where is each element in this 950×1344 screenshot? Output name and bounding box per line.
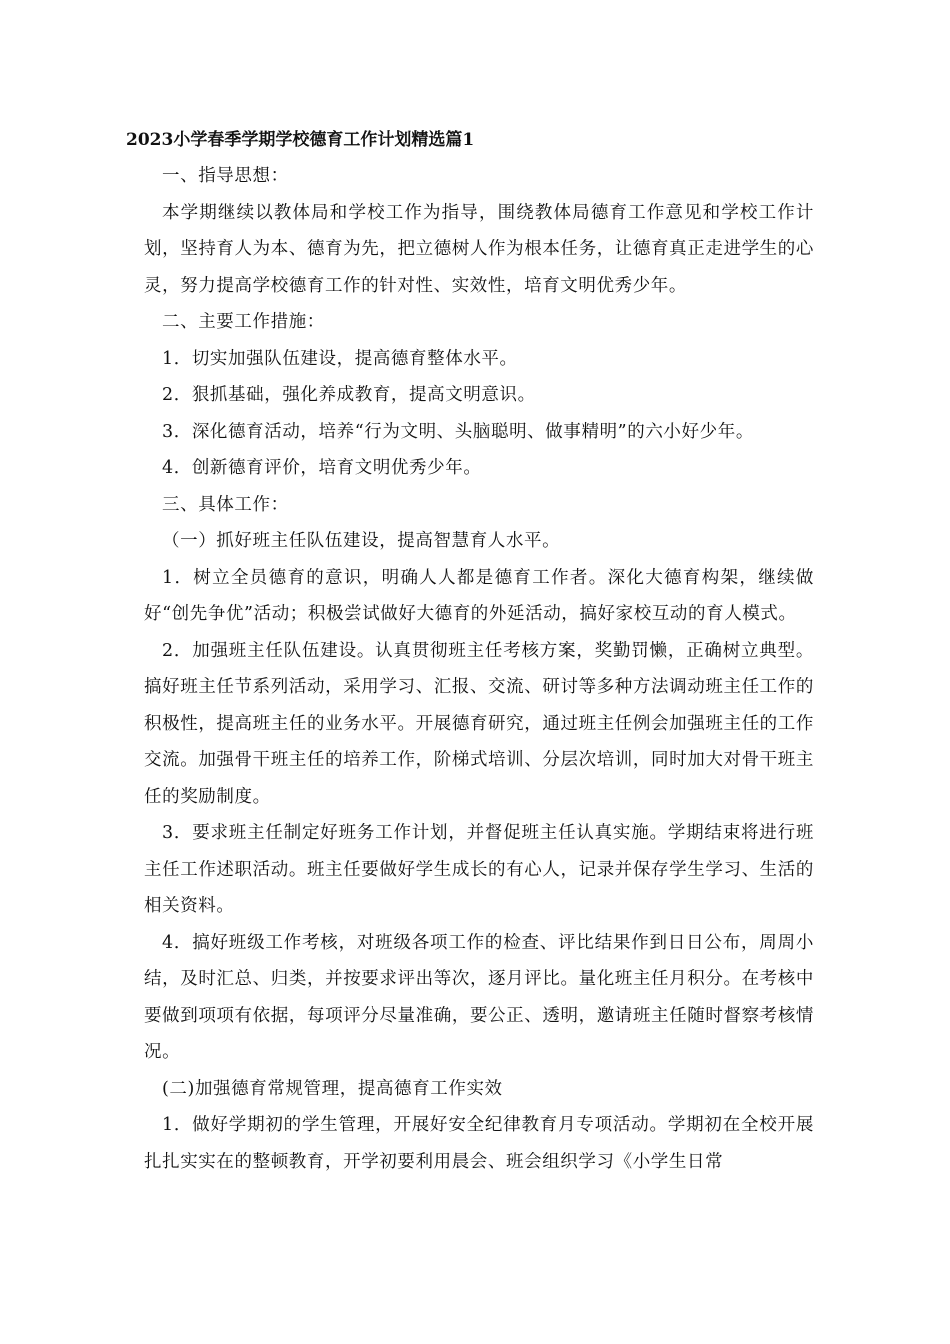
paragraph-routine-item-1: 1．做好学期初的学生管理，开展好安全纪律教育月专项活动。学期初在全校开展扎扎实实在的整顿教育，开学初要利用晨会、班会组织学习《小学生日常: [144, 1115, 814, 1172]
list-item-measure-4: 4．创新德育评价，培育文明优秀少年。: [162, 458, 482, 478]
document-page: [126, 122, 814, 1180]
paragraph-work-item-4: 4．搞好班级工作考核，对班级各项工作的检查、评比结果作到日日公布，周周小结，及时汇总、归类，并按要求评出等次，逐月评比。量化班主任月积分。在考核中要做到项项有依据，每项评分尽量准确，要公正、透明，邀请班主任随时督察考核情况。: [144, 932, 814, 1062]
section-heading-main-measures: 二、主要工作措施：: [162, 312, 325, 332]
list-item-measure-1: 1．切实加强队伍建设，提高德育整体水平。: [162, 348, 518, 369]
section-heading-guiding-thought: 一、指导思想：: [162, 166, 289, 186]
list-item-measure-2: 2．狠抓基础，强化养成教育，提高文明意识。: [162, 385, 536, 405]
paragraph-work-item-1: 1．树立全员德育的意识，明确人人都是德育工作者。深化大德育构架，继续做好“创先争优”活动；积极尝试做好大德育的外延活动，搞好家校互动的育人模式。: [144, 567, 814, 624]
list-item-measure-3: 3．深化德育活动，培养“行为文明、头脑聪明、做事精明”的六小好少年。: [162, 421, 754, 442]
document-title: 2023小学春季学期学校德育工作计划精选篇1: [126, 130, 475, 150]
section-heading-specific-work: 三、具体工作：: [162, 494, 289, 515]
paragraph-work-item-3: 3．要求班主任制定好班务工作计划，并督促班主任认真实施。学期结束将进行班主任工作述职活动。班主任要做好学生成长的有心人，记录并保存学生学习、生活的相关资料。: [144, 823, 814, 916]
subsection-heading-1: （一）抓好班主任队伍建设，提高智慧育人水平。: [162, 531, 561, 551]
subsection-heading-2: (二)加强德育常规管理，提高德育工作实效: [162, 1078, 503, 1099]
paragraph-work-item-2: 2．加强班主任队伍建设。认真贯彻班主任考核方案，奖勤罚懒，正确树立典型。搞好班主任节系列活动，采用学习、汇报、交流、研讨等多种方法调动班主任工作的积极性，提高班主任的业务水平。开展德育研究，通过班主任例会加强班主任的工作交流。加强骨干班主任的培养工作，阶梯式培训、分层次培训，同时加大对骨干班主任的奖励制度。: [144, 640, 814, 807]
paragraph-guiding-thought: 本学期继续以教体局和学校工作为指导，围绕教体局德育工作意见和学校工作计划，坚持育人为本、德育为先，把立德树人作为根本任务，让德育真正走进学生的心灵，努力提高学校德育工作的针对性、实效性，培育文明优秀少年。: [144, 202, 814, 296]
